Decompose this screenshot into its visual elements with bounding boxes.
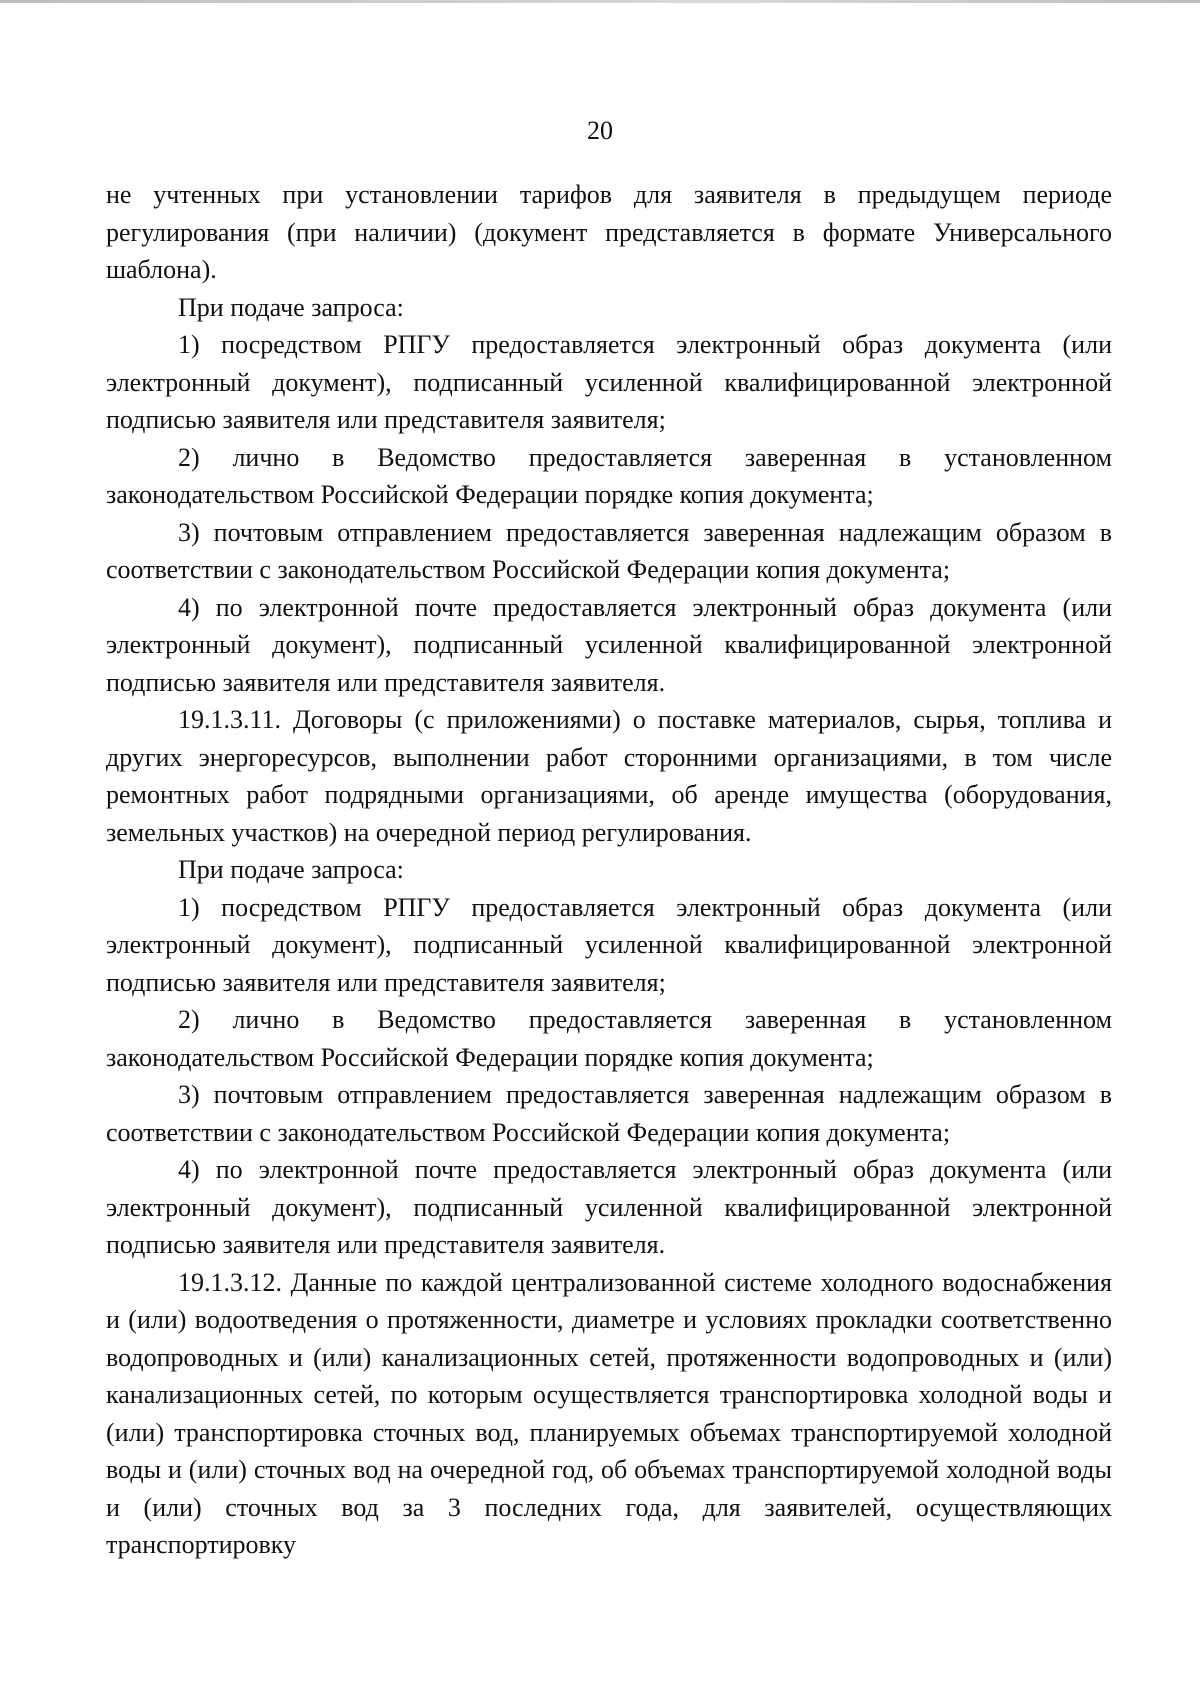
document-body — [106, 176, 1112, 1564]
paragraph-section-19-1-3-11: 19.1.3.11. Договоры (с приложениями) о поставке материалов, сырья, топлива и других энергоресурсов, выполнении работ сторонними организациями, в том числе ремонтных работ подрядными организациями, об аренде имущества (оборудования, земельных участков) на очередной период регулирования. — [106, 705, 1112, 847]
paragraph-item-1: 1) посредством РПГУ предоставляется электронный образ документа (или электронный документ), подписанный усиленной квалифицированной электронной подписью заявителя или представителя заявителя; — [106, 892, 1112, 997]
page-top-edge — [0, 0, 1200, 3]
paragraph-request-heading: При подаче запроса: — [178, 292, 404, 322]
paragraph-item-3: 3) почтовым отправлением предоставляется заверенная надлежащим образом в соответствии с законодательством Российской Федерации копия документа; — [106, 517, 1112, 584]
paragraph-item-1: 1) посредством РПГУ предоставляется электронный образ документа (или электронный документ), подписанный усиленной квалифицированной электронной подписью заявителя или представителя заявителя; — [106, 330, 1112, 434]
paragraph-item-4: 4) по электронной почте предоставляется электронный образ документа (или электронный документ), подписанный усиленной квалифицированной электронной подписью заявителя или представителя заявителя. — [106, 592, 1112, 697]
paragraph-item-2: 2) лично в Ведомство предоставляется заверенная в установленном законодательством Российской Федерации порядке копия документа; — [106, 1005, 1112, 1072]
paragraph-continuation: не учтенных при установлении тарифов для заявителя в предыдущем периоде регулирования (при наличии) (документ представляется в формате Универсального шаблона). — [106, 180, 1112, 284]
page-number: 20 — [587, 116, 613, 145]
paragraph-request-heading: При подаче запроса: — [178, 855, 404, 884]
paragraph-item-3: 3) почтовым отправлением предоставляется заверенная надлежащим образом в соответствии с законодательством Российской Федерации копия документа; — [106, 1080, 1112, 1147]
paragraph-section-19-1-3-12: 19.1.3.12. Данные по каждой централизованной системе холодного водоснабжения и (или) водоотведения о протяженности, диаметре и условиях прокладки соответственно водопроводных и (или) канализационных сетей, протяженности водопроводных и (или) канализационных сетей, по которым осуществляется транспортировка холодной воды и (или) транспортировка сточных вод, планируемых объемах транспортируемой холодной воды и (или) сточных вод на очередной год, об объемах транспортируемой холодной воды и (или) сточных вод за 3 последних года, для заявителей, осуществляющих транспортировку — [106, 1267, 1112, 1559]
paragraph-item-4: 4) по электронной почте предоставляется электронный образ документа (или электронный документ), подписанный усиленной квалифицированной электронной подписью заявителя или представителя заявителя. — [106, 1155, 1112, 1259]
paragraph-item-2: 2) лично в Ведомство предоставляется заверенная в установленном законодательством Российской Федерации порядке копия документа; — [106, 442, 1112, 509]
